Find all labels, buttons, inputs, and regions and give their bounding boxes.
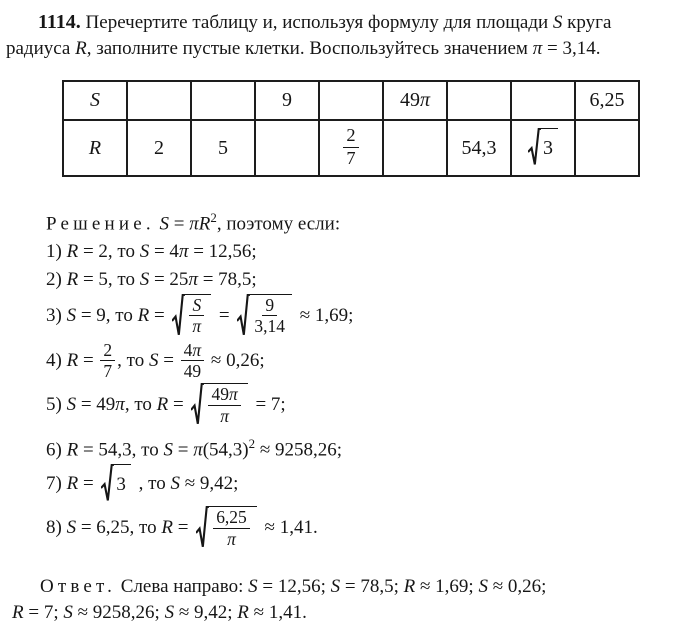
radical-sign-icon xyxy=(528,128,541,167)
table-cell xyxy=(511,81,575,120)
fraction: $\frac{4\pi}{49}$ xyxy=(181,341,205,381)
table-cell xyxy=(383,120,447,176)
answer-line1: Ответ. Слева направо: S = 12,56; S = 78,5; R ≈ 1,69; S ≈ 0,26; xyxy=(40,576,547,598)
fraction: $\frac{49\pi}{\pi}$ xyxy=(208,385,240,425)
problem-statement-line2: радиуса R, заполните пустые клетки. Воспользуйтесь значением π = 3,14. xyxy=(6,38,601,59)
solution-step-6: 6) R = 54,3, то $S = \pi(54,3)^2 \approx 9258,26$; xyxy=(46,435,343,461)
fraction: $\frac{2}{7}$ xyxy=(100,341,115,381)
square-root xyxy=(196,506,257,550)
square-root xyxy=(172,294,211,338)
table-cell: 6,25 xyxy=(575,81,639,120)
table-row-r xyxy=(63,120,639,176)
table-cell xyxy=(319,81,383,120)
problem-statement xyxy=(6,9,696,62)
answer-line2: R = 7; S ≈ 9258,26; S ≈ 9,42; R ≈ 1,41. xyxy=(12,602,307,624)
solution-section xyxy=(46,203,696,552)
solution-step-2: 2) R = 5, то S = 25π = 78,5; xyxy=(46,268,257,290)
radical-sign-icon xyxy=(196,506,209,550)
square-root: 3 xyxy=(101,464,131,503)
table-cell xyxy=(191,81,255,120)
answer-section xyxy=(12,574,696,626)
table-row-s xyxy=(63,81,639,120)
values-table xyxy=(62,80,640,177)
fraction: $\frac{S}{\pi}$ xyxy=(189,296,204,336)
table-cell xyxy=(511,120,575,176)
solution-step-1: 1) R = 2, то S = 4π = 12,56; xyxy=(46,240,257,262)
radical-sign-icon xyxy=(172,294,185,338)
solution-step-7: 7) R = 3 , то S ≈ 9,42; xyxy=(46,464,696,506)
table-cell-s-label: S xyxy=(63,81,127,120)
table-cell-r-label: R xyxy=(63,120,127,176)
solution-step-3: 3) S = 9, то R = $\frac{S}{\pi}$ = $\frac{9}{3,14}$ ≈ 1,69; xyxy=(46,294,354,337)
solution-step-4: 4) R = $\frac{2}{7}$ , то S = $\frac{4\pi}{49}$ ≈ 0,26; xyxy=(46,339,265,381)
table-cell: 54,3 xyxy=(447,120,511,176)
fraction: $\frac{6,25}{\pi}$ xyxy=(213,508,250,548)
problem-statement-line1: 1114. Перечертите таблицу и, используя формулу для площади S круга xyxy=(38,11,612,33)
table-cell xyxy=(255,120,319,176)
radical-sign-icon xyxy=(191,383,204,427)
table-cell xyxy=(319,120,383,176)
table-cell: 2 xyxy=(127,120,191,176)
square-root xyxy=(191,383,247,427)
table-cell: 5 xyxy=(191,120,255,176)
solution-step-5: 5) S = 49π, то R = $\frac{49\pi}{\pi}$ = 7; xyxy=(46,384,286,426)
radical-sign-icon xyxy=(101,464,114,503)
table-cell: 9 xyxy=(255,81,319,120)
table-cell xyxy=(447,81,511,120)
table-cell: 49π xyxy=(383,81,447,120)
solution-intro: Решение. $S = \pi R^2$, поэтому если: xyxy=(46,209,341,234)
fraction: $\frac{9}{3,14}$ xyxy=(254,294,285,337)
radical-sign-icon xyxy=(237,294,250,338)
table-cell xyxy=(575,120,639,176)
square-root xyxy=(237,294,292,338)
table-cell xyxy=(127,81,191,120)
fraction: $\frac{2}{7}$ xyxy=(343,126,358,168)
square-root: 3 xyxy=(528,128,558,167)
solution-step-8: 8) S = 6,25, то R = $\frac{6,25}{\pi}$ ≈ 1,41. xyxy=(46,507,318,549)
